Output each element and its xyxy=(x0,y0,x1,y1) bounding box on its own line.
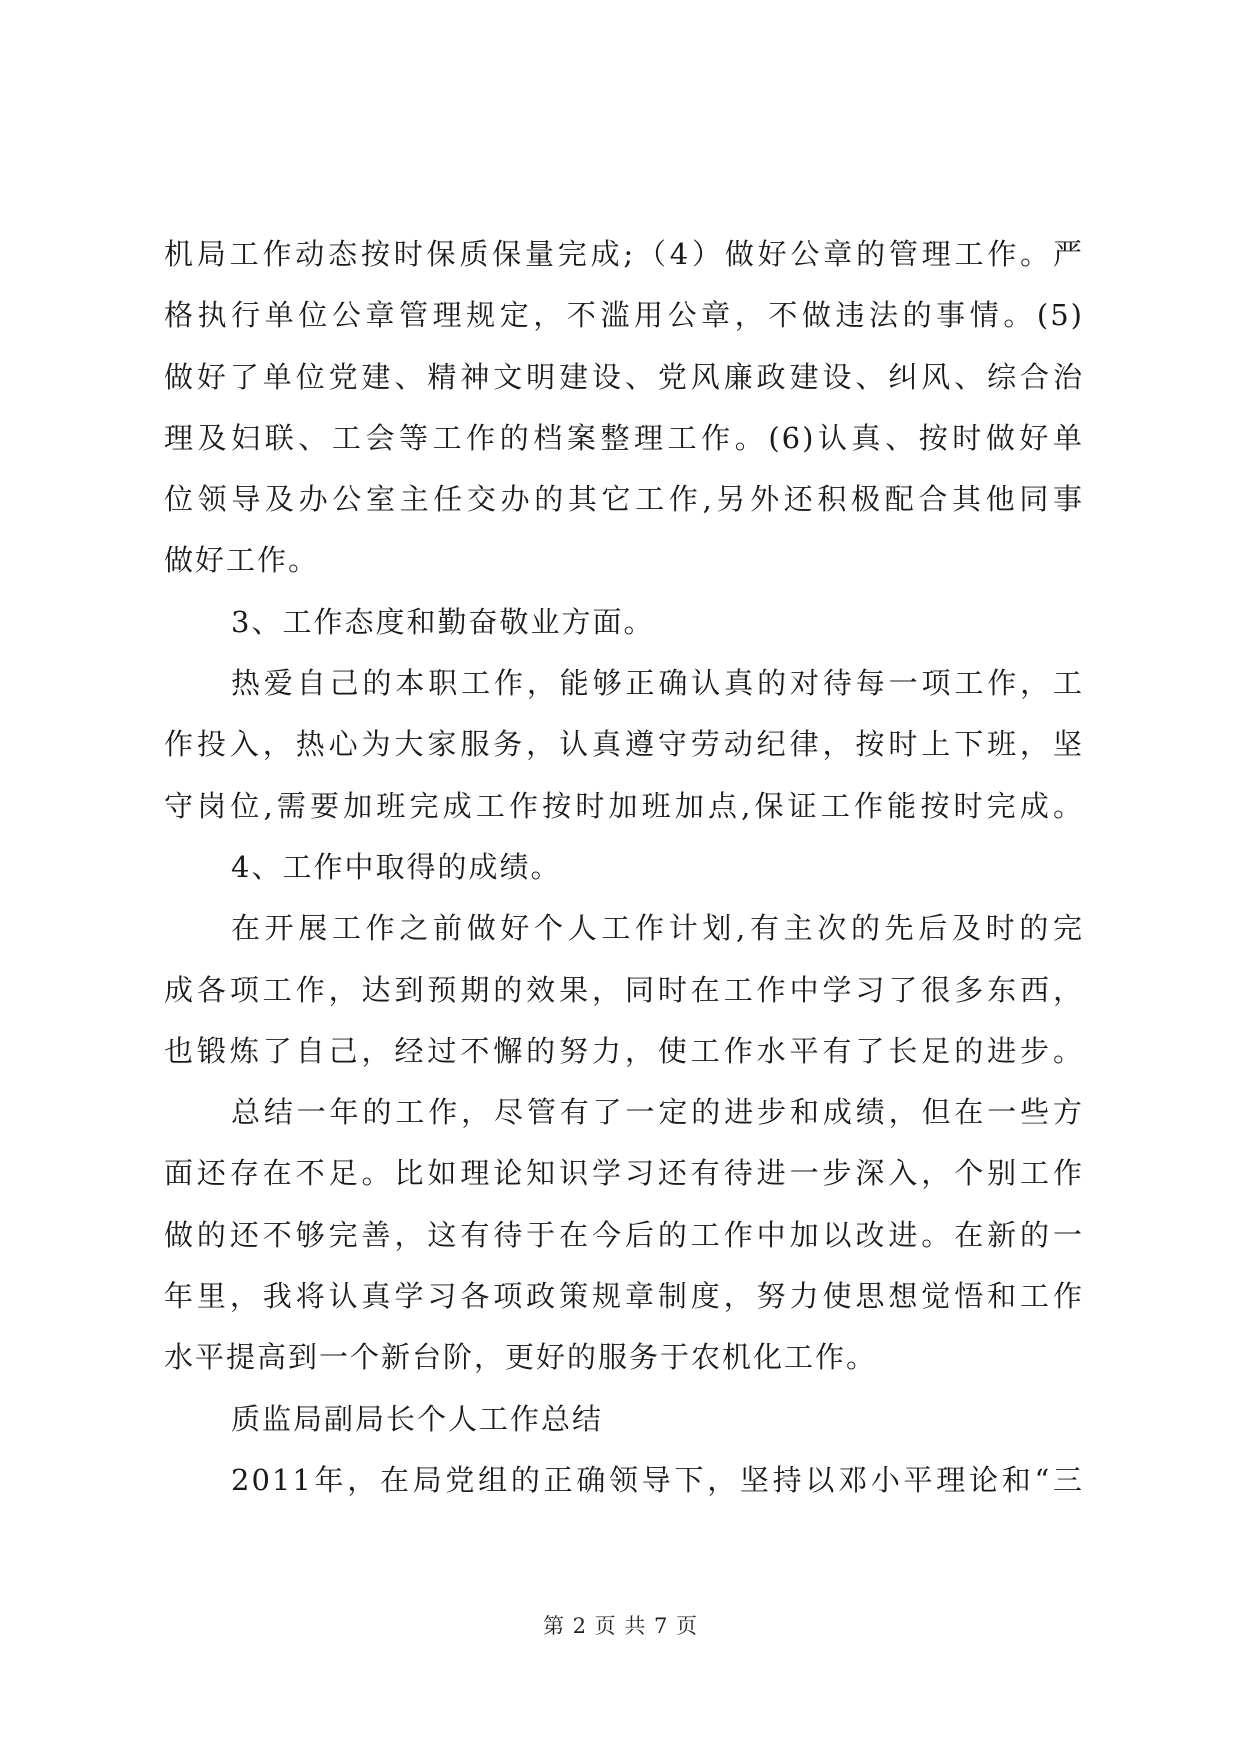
section-title: 质监局副局长个人工作总结 xyxy=(231,1401,604,1436)
text-line: 做的还不够完善，这有待于在今后的工作中加以改进。在新的一 xyxy=(164,1217,1084,1252)
text-line: 在开展工作之前做好个人工作计划,有主次的先后及时的完 xyxy=(231,911,1084,946)
page-number-footer: 第 2 页 共 7 页 xyxy=(542,1614,699,1638)
text-line: 2011年，在局党组的正确领导下，坚持以邓小平理论和“三 xyxy=(231,1462,1084,1497)
text-line: 面还存在不足。比如理论知识学习还有待进一步深入，个别工作 xyxy=(164,1156,1084,1191)
section-heading: 4、工作中取得的成绩。 xyxy=(231,849,562,884)
text-line: 总结一年的工作，尽管有了一定的进步和成绩，但在一些方 xyxy=(231,1095,1084,1130)
text-line: 成各项工作，达到预期的效果，同时在工作中学习了很多东西， xyxy=(164,972,1084,1007)
text-line: 年里，我将认真学习各项政策规章制度，努力使思想觉悟和工作 xyxy=(164,1279,1084,1314)
text-line: 做好了单位党建、精神文明建设、党风廉政建设、纠风、综合治 xyxy=(164,359,1084,394)
section-heading: 3、工作态度和勤奋敬业方面。 xyxy=(231,604,655,639)
text-line: 机局工作动态按时保质保量完成;（4）做好公章的管理工作。严 xyxy=(164,237,1084,271)
text-line: 水平提高到一个新台阶，更好的服务于农机化工作。 xyxy=(164,1340,878,1375)
text-line: 作投入，热心为大家服务，认真遵守劳动纪律，按时上下班，坚 xyxy=(164,727,1084,762)
text-line: 守岗位,需要加班完成工作按时加班加点,保证工作能按时完成。 xyxy=(164,788,1084,823)
document-body xyxy=(164,224,1084,1511)
text-line: 做好工作。 xyxy=(164,543,320,578)
text-line: 热爱自己的本职工作，能够正确认真的对待每一项工作，工 xyxy=(231,666,1084,701)
text-line: 格执行单位公章管理规定，不滥用公章，不做违法的事情。(5) xyxy=(164,298,1084,333)
text-line: 位领导及办公室主任交办的其它工作,另外还积极配合其他同事 xyxy=(164,482,1084,517)
text-line: 理及妇联、工会等工作的档案整理工作。(6)认真、按时做好单 xyxy=(164,420,1084,455)
text-line: 也锻炼了自己，经过不懈的努力，使工作水平有了长足的进步。 xyxy=(164,1033,1084,1068)
